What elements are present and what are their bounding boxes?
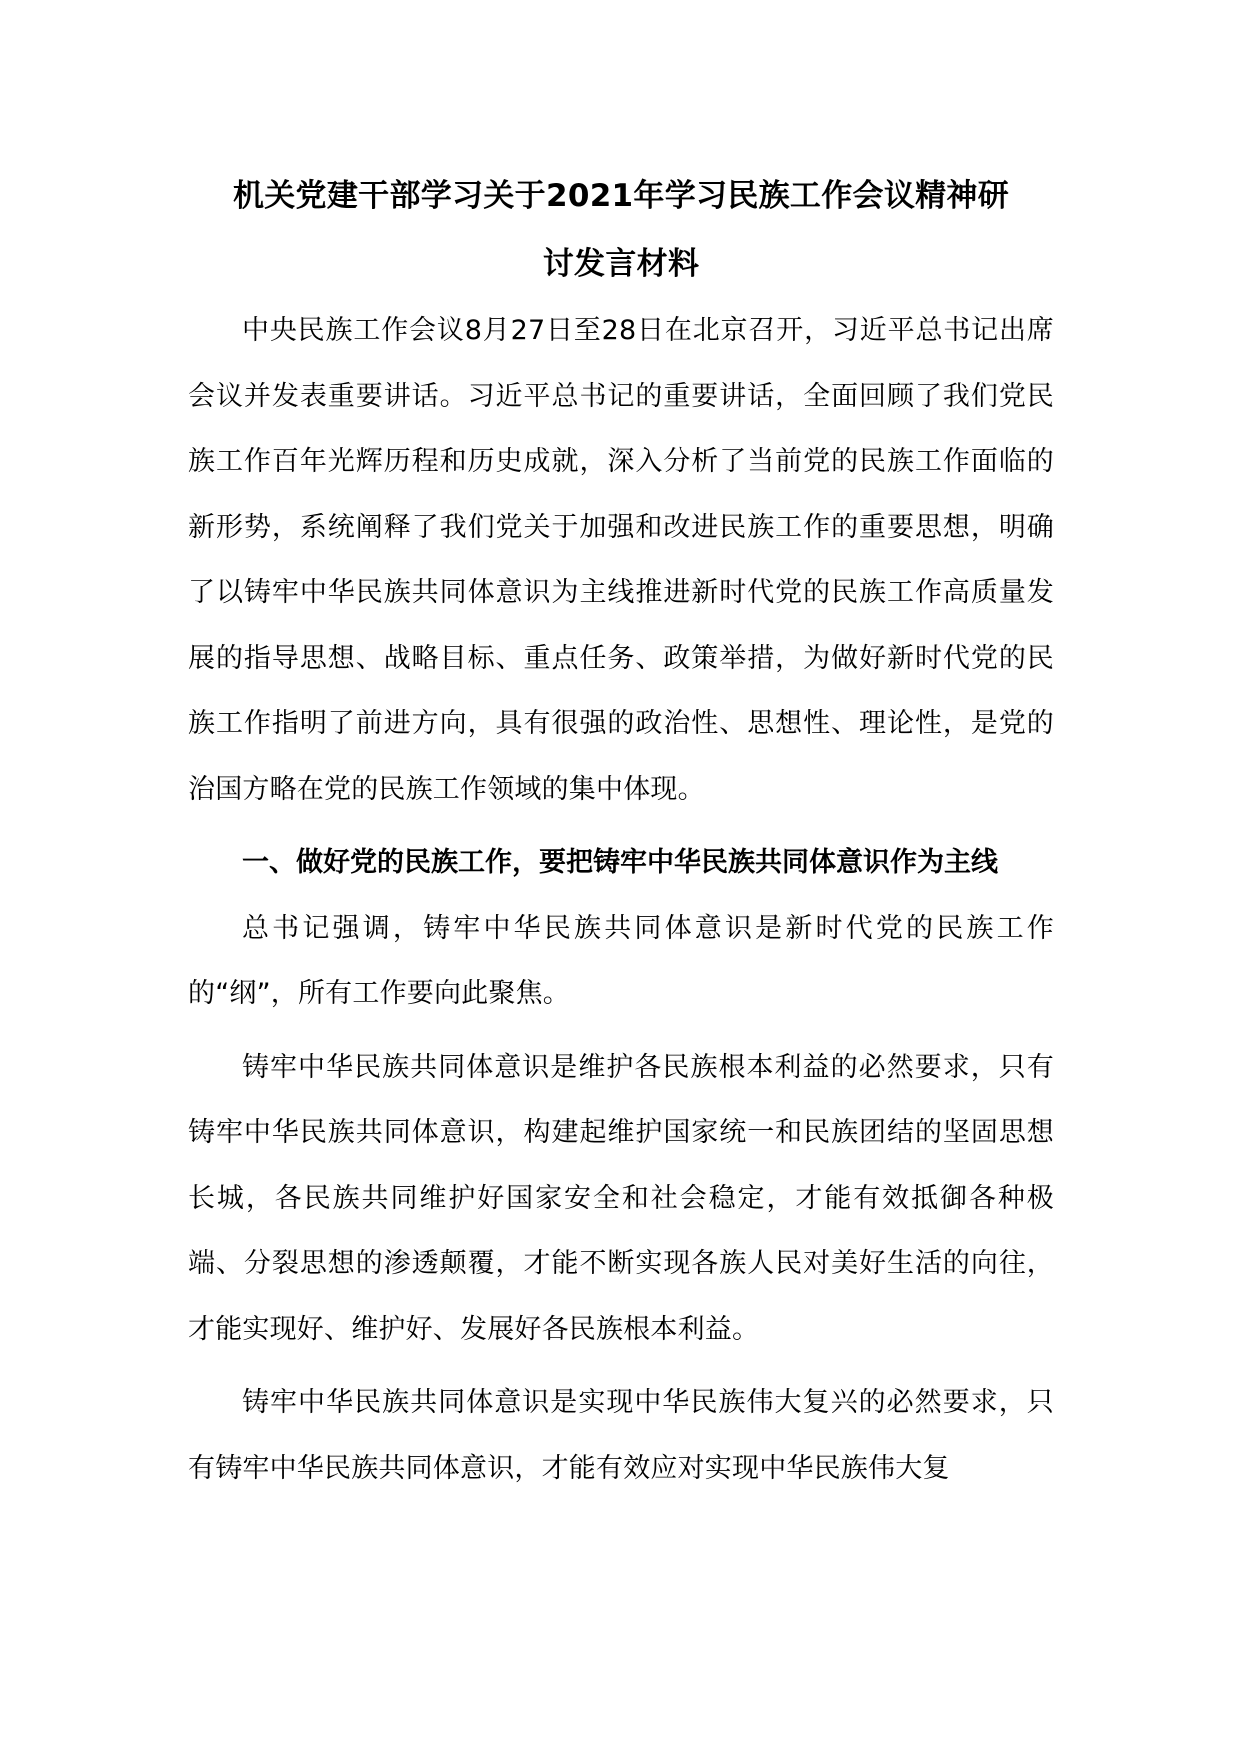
body-paragraph: 铸牢中华民族共同体意识是实现中华民族伟大复兴的必然要求，只有铸牢中华民族共同体意识，才能有效应对实现中华民族伟大复 [188,1387,1054,1484]
title-line-2: 讨发言材料 [542,246,700,282]
body-paragraph: 总书记强调，铸牢中华民族共同体意识是新时代党的民族工作的“纲”，所有工作要向此聚焦。 [188,912,1054,1009]
title-line-1: 机关党建干部学习关于2021年学习民族工作会议精神研 [232,178,1010,214]
section-heading: 一、做好党的民族工作，要把铸牢中华民族共同体意识作为主线 [242,847,998,878]
intro-paragraph: 中央民族工作会议8月27日至28日在北京召开，习近平总书记出席会议并发表重要讲话。习近平总书记的重要讲话，全面回顾了我们党民族工作百年光辉历程和历史成就，深入分析了当前党的民族工作面临的新形势，系统阐释了我们党关于加强和改进民族工作的重要思想，明确了以铸牢中华民族共同体意识为主线推进新时代党的民族工作高质量发展的指导思想、战略目标、重点任务、政策举措，为做好新时代党的民族工作指明了前进方向，具有很强的政治性、思想性、理论性，是党的治国方略在党的民族工作领域的集中体现。 [188,315,1054,805]
document-page [188,162,1054,1501]
document-title [188,162,1054,298]
body-paragraph: 铸牢中华民族共同体意识是维护各民族根本利益的必然要求，只有铸牢中华民族共同体意识，构建起维护国家统一和民族团结的坚固思想长城，各民族共同维护好国家安全和社会稳定，才能有效抵御各种极端、分裂思想的渗透颠覆，才能不断实现各族人民对美好生活的向往，才能实现好、维护好、发展好各民族根本利益。 [188,1051,1054,1345]
